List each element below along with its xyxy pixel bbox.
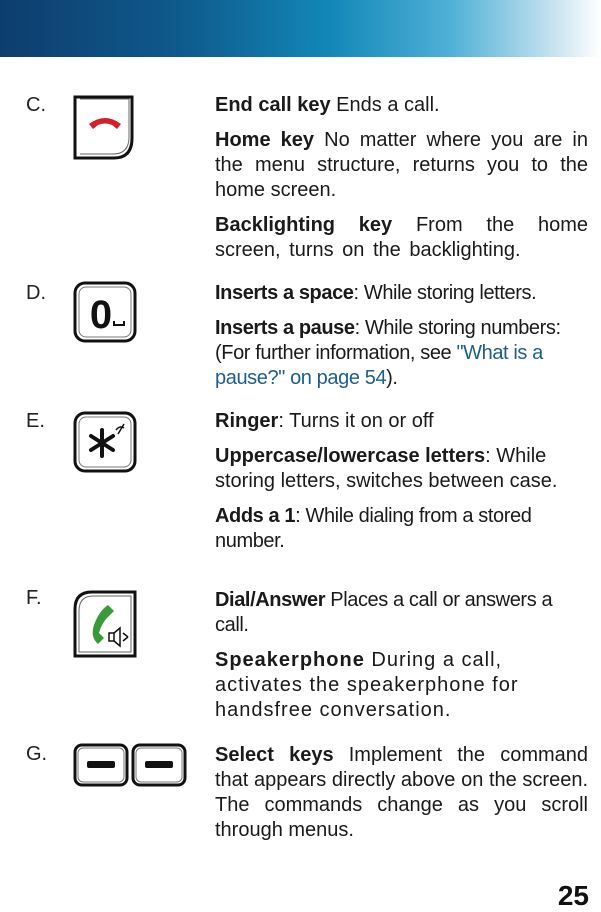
entry-dial-answer: Dial/Answer Places a call or answers a call. bbox=[215, 589, 553, 636]
right-select-key-icon bbox=[133, 745, 185, 785]
zero-key-label: 0 bbox=[89, 293, 113, 337]
end-call-key-icon bbox=[72, 94, 138, 162]
section-g-text bbox=[215, 743, 588, 853]
entry-ringer: Ringer: Turns it on or off bbox=[215, 410, 434, 432]
section-e-text bbox=[215, 409, 588, 564]
star-ringer-key-icon bbox=[72, 410, 138, 474]
section-f-text bbox=[215, 588, 588, 733]
entry-uppercase-lowercase: Uppercase/lowercase letters: While storing letters, switches between case. bbox=[215, 445, 558, 492]
section-letter-c: C. bbox=[26, 94, 46, 116]
section-d-text bbox=[215, 281, 588, 401]
entry-inserts-pause: Inserts a pause: While storing numbers: (For further information, see "What is a pause?" on page 54). bbox=[215, 317, 561, 389]
page-reference-link[interactable]: "What is a pause?" on page 54 bbox=[215, 342, 543, 389]
entry-speakerphone: Speakerphone During a call, activates the speakerphone for handsfree conversation. bbox=[215, 649, 519, 721]
entry-adds-a-1: Adds a 1: While dialing from a stored number. bbox=[215, 505, 532, 552]
select-keys-icon bbox=[72, 742, 188, 788]
section-letter-g: G. bbox=[26, 743, 48, 765]
section-letter-d: D. bbox=[26, 282, 46, 304]
dial-answer-key-icon bbox=[72, 589, 138, 661]
page-number: 25 bbox=[557, 880, 589, 911]
section-c-text bbox=[215, 93, 588, 273]
entry-inserts-space: Inserts a space: While storing letters. bbox=[215, 282, 537, 304]
entry-select-keys: Select keys Implement the command that appears directly above on the screen. The commands change as you scroll through menus. bbox=[215, 744, 589, 841]
left-select-key-icon bbox=[75, 745, 127, 785]
header-banner bbox=[0, 0, 601, 57]
section-letter-f: F. bbox=[26, 587, 42, 609]
entry-home-key: Home key No matter where you are in the menu structure, returns you to the home screen. bbox=[215, 129, 588, 201]
entry-end-call-key: End call key Ends a call. bbox=[215, 94, 440, 116]
entry-backlighting-key: Backlighting key From the home screen, turns on the backlighting. bbox=[215, 214, 589, 261]
section-letter-e: E. bbox=[26, 410, 45, 432]
zero-space-key-icon bbox=[72, 280, 138, 344]
